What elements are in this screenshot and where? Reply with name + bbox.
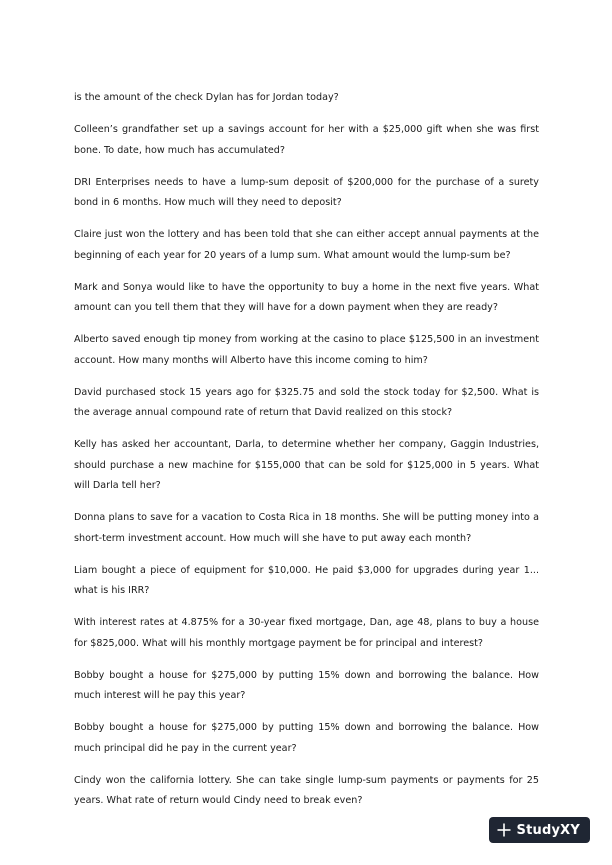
question-paragraph: Cindy won the california lottery. She can take single lump-sum payments or payments for 25 years. What rate of return would Cindy need to break even? <box>74 774 539 806</box>
question-paragraph: Alberto saved enough tip money from working at the casino to place $125,500 in an investment account. How many months will Alberto have this income coming to him? <box>74 334 539 366</box>
question-paragraph: DRI Enterprises needs to have a lump-sum deposit of $200,000 for the purchase of a surety bond in 6 months. How much will they need to deposit? <box>74 176 539 208</box>
question-paragraph: is the amount of the check Dylan has for Jordan today? <box>74 92 339 103</box>
question-paragraph: Bobby bought a house for $275,000 by putting 15% down and borrowing the balance. How much principal did he pay in the current year? <box>74 722 539 754</box>
plus-icon <box>497 823 511 837</box>
studyxy-logo-badge[interactable] <box>489 817 590 843</box>
question-paragraph: David purchased stock 15 years ago for $325.75 and sold the stock today for $2,500. What is the average annual compound rate of return that David realized on this stock? <box>74 386 539 418</box>
question-paragraph: Colleen’s grandfather set up a savings account for her with a $25,000 gift when she was first bone. To date, how much has accumulated? <box>74 124 539 156</box>
question-paragraph: Donna plans to save for a vacation to Costa Rica in 18 months. She will be putting money into a short-term investment account. How much will she have to put away each month? <box>74 512 539 544</box>
question-paragraph: Kelly has asked her accountant, Darla, to determine whether her company, Gaggin Industries, should purchase a new machine for $155,000 that can be sold for $125,000 in 5 years. What will Darla tell her? <box>74 439 539 491</box>
question-paragraph: Claire just won the lottery and has been told that she can either accept annual payments at the beginning of each year for 20 years of a lump sum. What amount would the lump-sum be? <box>74 229 539 261</box>
document-body <box>74 88 539 823</box>
question-paragraph: Bobby bought a house for $275,000 by putting 15% down and borrowing the balance. How much interest will he pay this year? <box>74 669 539 701</box>
studyxy-logo-text: StudyXY <box>516 822 580 838</box>
question-paragraph: Mark and Sonya would like to have the opportunity to buy a home in the next five years. What amount can you tell them that they will have for a down payment when they are ready? <box>74 281 539 313</box>
question-paragraph: Liam bought a piece of equipment for $10,000. He paid $3,000 for upgrades during year 1... what is his IRR? <box>74 564 539 596</box>
question-paragraph: With interest rates at 4.875% for a 30-year fixed mortgage, Dan, age 48, plans to buy a house for $825,000. What will his monthly mortgage payment be for principal and interest? <box>74 617 539 649</box>
